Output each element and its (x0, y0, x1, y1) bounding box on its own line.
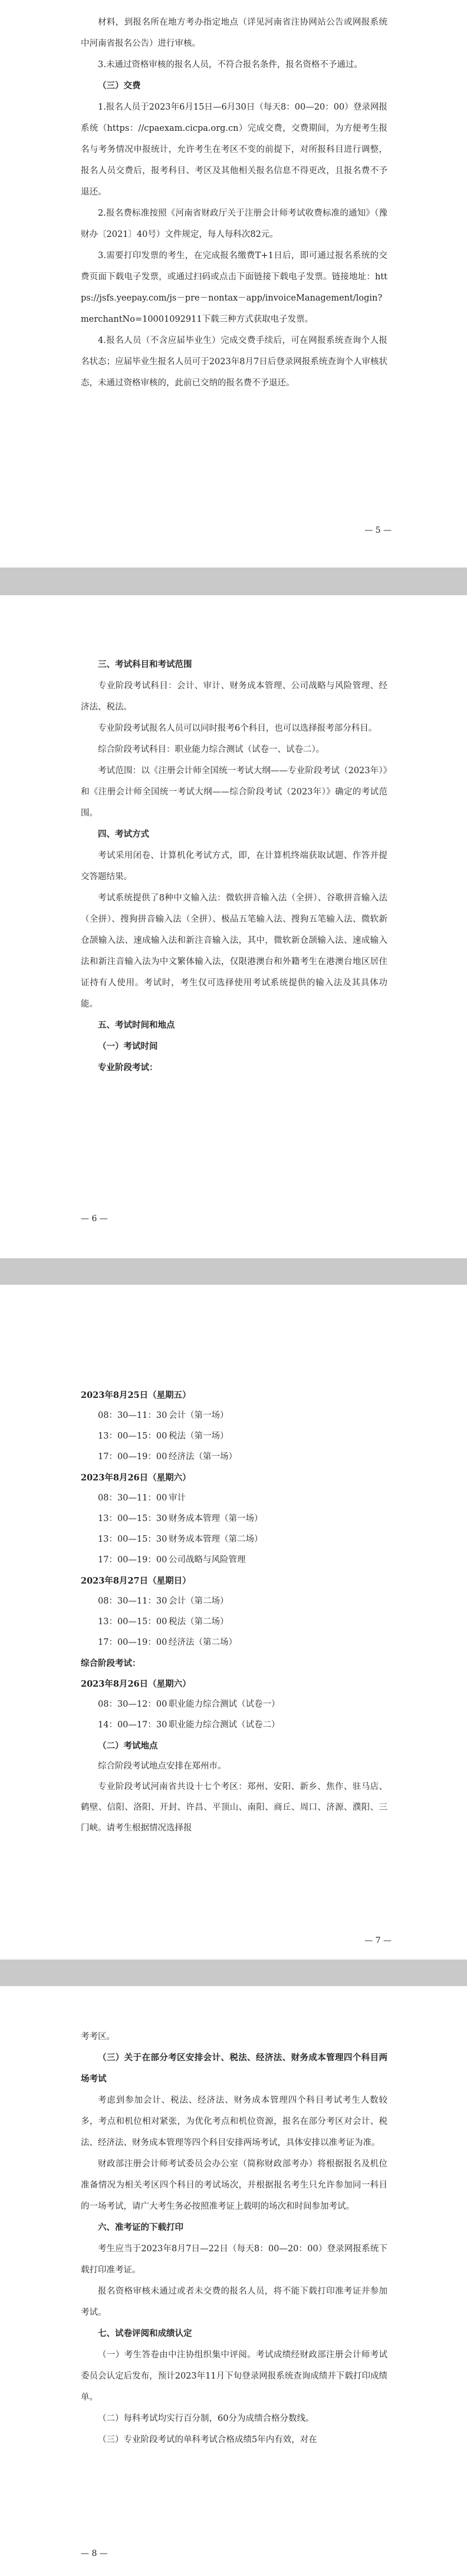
schedule-block (81, 1591, 387, 1653)
page-8 (0, 1986, 467, 2576)
exam-date: 2023年8月26日（星期六） (81, 1679, 191, 1689)
exam-date: 2023年8月25日（星期五） (81, 1390, 191, 1400)
paragraph: 综合阶段考试科目：职业能力综合测试（试卷一、试卷二）。 (98, 745, 325, 754)
schedule-row (81, 1529, 387, 1550)
subsection-heading: （二）考试地点 (98, 1741, 158, 1751)
paragraph: 专业阶段考试报名人员可以同时报考6个科目，也可以选择报考部分科目。 (98, 724, 377, 733)
paragraph: 考考区。 (81, 2032, 115, 2041)
exam-time: 17：00—19：00 (98, 1638, 167, 1647)
exam-subject: 税法（第二场） (169, 1617, 229, 1627)
page-7 (0, 1285, 467, 1960)
exam-subject: 公司战略与风险管理 (169, 1555, 246, 1565)
paragraph: （一）考生答卷由中注协组织集中评阅。考试成绩经财政部注册会计师考试委员会认定后发布，预计2023年11月下旬登录网报系统查询成绩并下载打印成绩单。 (81, 2350, 387, 2402)
exam-subject: 职业能力综合测试（试卷一） (169, 1700, 280, 1709)
paragraph: （二）每科考试均实行百分制，60分为成绩合格分数线。 (98, 2414, 314, 2423)
exam-subject: 财务成本管理（第一场） (169, 1514, 263, 1523)
exam-time: 08：30—11：30 (98, 1411, 167, 1420)
schedule-row (81, 1591, 387, 1612)
page-number: — 8 — (81, 2549, 108, 2558)
schedule-row (81, 1612, 387, 1632)
paragraph: 3.需要打印发票的考生，在完成报名缴费T+1日后，即可通过报名系统的交费页面下载电子发票，或通过扫码或点击下面链接下载电子发票。链接地址：https://jsfs.yeepay.com/js－pre－nontax－app/invoiceManagement/login?merchantNo=10001092911下载三种方式获取电子发票。 (81, 251, 387, 324)
schedule-row (81, 1447, 387, 1467)
exam-time: 13：00—15：30 (98, 1535, 167, 1544)
section-heading: （三）交费 (98, 81, 141, 91)
exam-date: 2023年8月26日（星期六） (81, 1473, 191, 1483)
paragraph: 3.未通过资格审核的报名人员，不符合报名条件，报名资格不予通过。 (98, 60, 363, 70)
paragraph: 专业阶段考试河南省共设十七个考区：郑州、安阳、新乡、焦作、驻马店、鹤壁、信阳、洛阳、开封、许昌、平顶山、南阳、商丘、周口、济源、濮阳、三门峡。请考生根据情况选择报 (81, 1782, 387, 1833)
schedule-row (81, 1694, 387, 1715)
schedule-row (81, 1632, 387, 1653)
exam-time: 08：30—11：00 (98, 1493, 167, 1503)
section-heading: 四、考试方式 (98, 829, 149, 839)
exam-time: 14：00—17：30 (98, 1720, 167, 1730)
subsection-heading: （一）考试时间 (98, 1041, 158, 1051)
section-heading: 七、试卷评阅和成绩认定 (98, 2328, 192, 2338)
exam-subject: 会计（第一场） (169, 1411, 229, 1420)
exam-subject: 审计 (169, 1493, 186, 1503)
subsection-heading: 综合阶段考试： (81, 1658, 141, 1668)
schedule-block (81, 1488, 387, 1571)
exam-time: 13：00—15：00 (98, 1617, 167, 1627)
exam-time: 13：00—15：00 (98, 1432, 167, 1441)
schedule-row (81, 1715, 387, 1736)
schedule-block (81, 1694, 387, 1736)
page-8-content (81, 2026, 387, 2450)
exam-subject: 税法（第一场） (169, 1432, 229, 1441)
paragraph: 报名资格审核未通过或者未交费的报名人员，将不能下载打印准考证并参加考试。 (81, 2287, 387, 2317)
exam-time: 08：30—11：30 (98, 1597, 167, 1606)
exam-time: 08：30—12：00 (98, 1700, 167, 1709)
schedule-row (81, 1406, 387, 1426)
page-6-content (81, 654, 387, 1078)
exam-subject: 财务成本管理（第二场） (169, 1535, 263, 1544)
paragraph: 考虑到参加会计、税法、经济法、财务成本管理四个科目考试考生人数较多，考点和机位相对紧张，为优化考点和机位资源，报名在部分考区对会计、税法、经济法、财务成本管理等四个科目安排两场考试，具体安排以准考证为准。 (81, 2096, 387, 2148)
exam-subject: 会计（第二场） (169, 1597, 229, 1606)
schedule-block (81, 1406, 387, 1467)
paragraph: 考试范围：以《注册会计师全国统一考试大纲——专业阶段考试（2023年）》和《注册会计师全国统一考试大纲——综合阶段考试（2023年）》确定的考试范围。 (81, 766, 387, 818)
paragraph: （三）专业阶段考试的单科考试合格成绩5年内有效，对在 (98, 2435, 317, 2445)
exam-subject: 经济法（第一场） (169, 1452, 237, 1462)
subsection-heading: 专业阶段考试： (98, 1063, 158, 1073)
exam-subject: 职业能力综合测试（试卷二） (169, 1720, 280, 1730)
schedule-row (81, 1509, 387, 1529)
page-number: — 5 — (364, 526, 392, 535)
paragraph: 2.报名费标准按照《河南省财政厅关于注册会计师考试收费标准的通知》（豫财办〔2021〕40号）文件规定，每人每科次82元。 (81, 209, 387, 239)
paragraph: 材料，到报名所在地方考办指定地点（详见河南省注协网站公告或网报系统中河南省报名公告）进行审核。 (81, 18, 387, 48)
subsection-heading: （三）关于在部分考区安排会计、税法、经济法、财务成本管理四个科目两场考试 (81, 2053, 387, 2084)
section-heading: 六、准考证的下载打印 (98, 2222, 183, 2232)
exam-date: 2023年8月27日（星期日） (81, 1576, 191, 1586)
exam-subject: 经济法（第二场） (169, 1638, 237, 1647)
paragraph: 综合阶段考试地点安排在郑州市。 (98, 1762, 226, 1771)
page-6 (0, 595, 467, 1258)
exam-time: 17：00—19：00 (98, 1452, 167, 1462)
paragraph: 考生应当于2023年8月7日—22日（每天8：00—20：00）登录网报系统下载打印准考证。 (81, 2244, 387, 2275)
page-7-content (81, 1385, 387, 1839)
page-number: — 7 — (364, 1936, 392, 1945)
exam-time: 13：00—15：30 (98, 1514, 167, 1523)
paragraph: 1.报名人员于2023年6月15日—6月30日（每天8：00—20：00）登录网报系统（https：//cpaexam.cicpa.org.cn）完成交费，交费期间，为方便考生报名与考务情况申报统计，允许考生在考区不变的前提下，对所报科目进行调整，报名人员交费后，报考科目、考区及其他相关报名信息不得更改，且报名费不予退还。 (81, 103, 387, 197)
section-heading: 五、考试时间和地点 (98, 1020, 175, 1030)
paragraph: 考试采用闭卷、计算机化考试方式，即，在计算机终端获取试题、作答并提交答题结果。 (81, 851, 387, 882)
paragraph: 4.报名人员（不含应届毕业生）完成交费手续后，可在网报系统查询个人报名状态；应届毕业生报名人员可于2023年8月7日后登录网报系统查询个人审核状态，未通过资格审核的，此前已交纳的报名费不予退还。 (81, 336, 387, 388)
paragraph: 专业阶段考试科目：会计、审计、财务成本管理、公司战略与风险管理、经济法、税法。 (81, 681, 387, 712)
paragraph: 考试系统提供了8种中文输入法：微软拼音输入法（全拼）、谷歌拼音输入法（全拼）、搜狗拼音输入法（全拼）、极品五笔输入法、搜狗五笔输入法、微软新仓颉输入法、速成输入法和新注音输入法，其中，微软新仓颉输入法、速成输入法和新注音输入法为中文繁体输入法，仅限港澳台和外籍考生在港澳台地区居住证持有人使用。考试时，考生仅可选择使用考试系统提供的输入法及其具体功能。 (81, 893, 387, 1009)
schedule-row (81, 1488, 387, 1509)
schedule-row (81, 1426, 387, 1447)
exam-time: 17：00—19：00 (98, 1555, 167, 1565)
section-heading: 三、考试科目和考试范围 (98, 659, 192, 669)
schedule-row (81, 1550, 387, 1571)
page-5-content (81, 12, 387, 394)
page-5 (0, 0, 467, 568)
page-number: — 6 — (81, 1214, 108, 1223)
paragraph: 财政部注册会计师考试委员会办公室（简称财政部考办）将根据报名及机位准备情况为相关考区四个科目的考试场次，并根据报名考生只允许参加同一科目的一场考试，请广大考生务必按照准考证上载明的场次和时间参加考试。 (81, 2159, 387, 2211)
